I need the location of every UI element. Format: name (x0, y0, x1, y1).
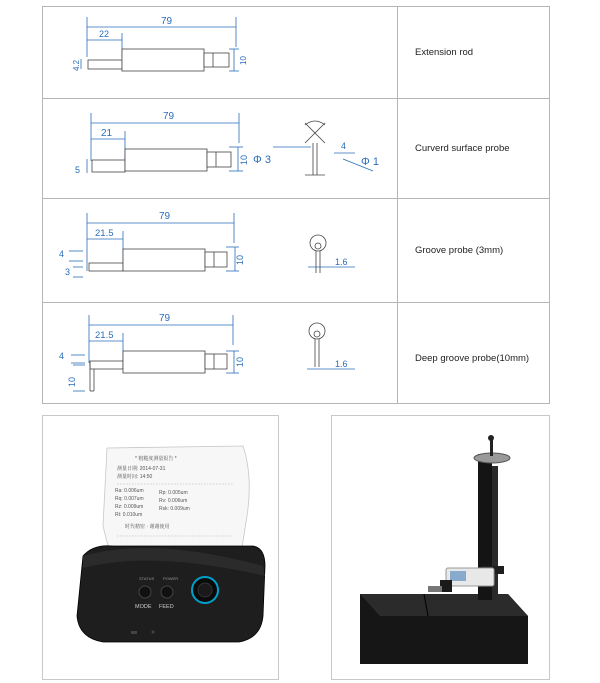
dim-tip: 5 (75, 165, 81, 175)
probe-name: Deep groove probe(10mm) (415, 353, 530, 364)
receipt-rq: Rq: 0.007um (115, 496, 144, 502)
dim-length: 79 (163, 111, 175, 122)
dim-height: 10 (239, 154, 249, 165)
dim-segment: 21 (101, 128, 113, 139)
groove-probe-drawing (43, 199, 398, 302)
receipt-rz: Rz: 0.009um (115, 504, 144, 510)
dim-segment: 22 (99, 29, 110, 39)
deep-groove-probe-drawing (43, 303, 398, 403)
dim-height: 10 (235, 254, 245, 265)
printer-photo (42, 415, 279, 680)
status-left-label: STATUS (139, 576, 155, 581)
groove-probe-diagram (43, 199, 397, 303)
printer-image (43, 416, 278, 679)
measuring-stand-image (332, 416, 549, 679)
receipt-time: 测量时间: 14:50 (117, 474, 153, 480)
dim-height: 10 (239, 56, 248, 65)
receipt-ra: Ra: 0.006um (115, 488, 144, 494)
curved-probe-diagram (43, 99, 397, 199)
dim-tip-bottom: 10 (67, 376, 77, 387)
receipt-footer: 时代精密 · 谢谢使用 (125, 524, 170, 530)
table-row-deep-groove-probe (43, 303, 549, 403)
dim-height: 10 (235, 356, 245, 367)
receipt-rt: Rt: 0.010um (115, 512, 143, 518)
mode-button-label: MODE (135, 604, 152, 610)
table-row-groove-probe (43, 199, 549, 303)
dim-segment: 21.5 (95, 330, 114, 341)
dim-length: 79 (159, 211, 171, 222)
dim-segment: 21.5 (95, 228, 114, 239)
dim-dia-left: Φ 3 (253, 154, 271, 166)
curved-probe-drawing (43, 99, 398, 198)
status-right-label: POWER (163, 576, 179, 581)
dim-length: 79 (159, 313, 171, 324)
probe-name: Extension rod (415, 47, 474, 58)
feed-button-label: FEED (159, 604, 174, 610)
dim-detail: 1.6 (335, 257, 348, 267)
receipt-rv: Rv: 0.006um (159, 498, 188, 504)
probe-spec-table (42, 6, 550, 404)
dim-detail: 1.6 (335, 359, 348, 369)
probe-name: Groove probe (3mm) (415, 245, 504, 256)
dim-tip-bottom: 3 (65, 267, 71, 277)
receipt-header: * 粗糙度测量报告 * (135, 456, 177, 462)
extension-rod-drawing (43, 7, 398, 98)
dim-tip-top: 4 (59, 249, 65, 259)
receipt-rsk: Rsk: 0.009um (159, 506, 190, 512)
measuring-stand-photo (331, 415, 550, 680)
dim-length: 79 (161, 16, 173, 27)
extension-rod-diagram (43, 7, 397, 99)
dim-tip: 4.2 (72, 59, 81, 71)
dim-tip-top: 4 (59, 351, 65, 361)
table-row-curved-surface-probe (43, 99, 549, 199)
dim-side: 4 (341, 141, 347, 151)
receipt-date: 测量日期: 2014-07-31 (117, 466, 166, 472)
dim-dia-right: Φ 1 (361, 156, 379, 168)
table-row-extension-rod (43, 7, 549, 99)
receipt-rp: Rp: 0.005um (159, 490, 188, 496)
probe-name: Curverd surface probe (415, 143, 510, 154)
deep-groove-probe-diagram (43, 303, 397, 403)
